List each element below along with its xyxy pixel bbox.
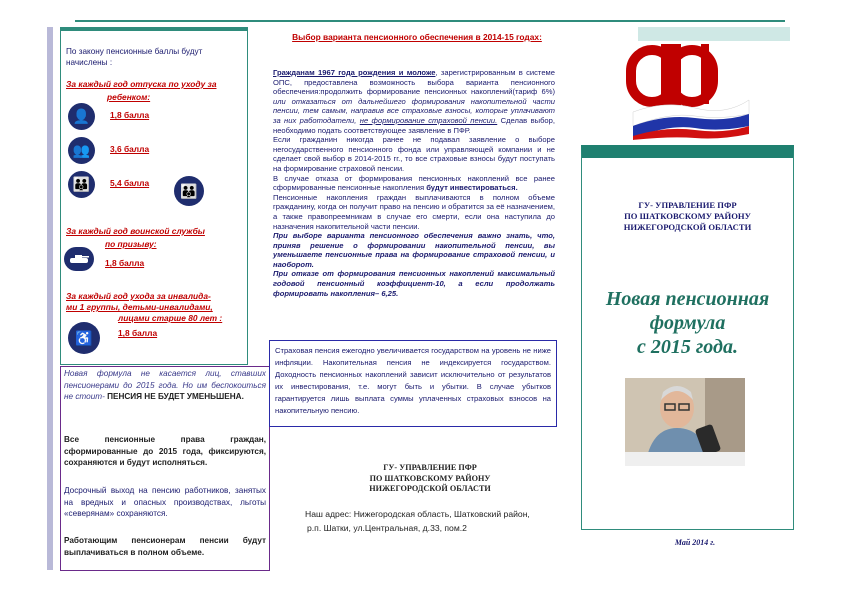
insurance-pension-box: Страховая пенсия ежегодно увеличивается государством на уровень не ниже инфляции. Накопительная пенсия не индексируется государством. Доходность пенсионных накоплений зависит исключительно от результатов их инвестирования, т.е. могут быть и убытки. В случае убытков гарантируется лишь выплата суммы уплаченных страховых взносов на накопительную пенсию. <box>269 340 557 427</box>
note-paragraph-1-bold: ПЕНСИЯ НЕ БУДЕТ УМЕНЬШЕНА. <box>107 392 244 401</box>
military-heading-line2: по призыву: <box>105 239 157 249</box>
choice-paragraph-4: Пенсионные накопления граждан выплачиваются в полном объеме гражданину, когда он получит право на пенсию и обратится за её назначением, а также правопреемникам в случае его смерти, если она наступила до назначения накопительной части пенсии. <box>273 192 555 231</box>
cover-office-line1: ГУ- УПРАВЛЕНИЕ ПФР <box>638 200 737 210</box>
office-address <box>305 507 580 535</box>
care-heading-line1: За каждый год ухода за инвалида- <box>66 291 211 301</box>
childcare-heading-line2: ребенком: <box>107 92 151 102</box>
childcare-heading-line1: За каждый год отпуска по уходу за <box>66 79 217 89</box>
points-three-children: 5,4 балла <box>110 178 150 188</box>
choice-p1-rest: , зарегистрированным в системе ОПС, предоставлена возможность выбора варианта пенсионного обеспечения:продолжить формирование пенсионных накоплений(тариф 6%) <box>273 68 555 97</box>
pensioner-photo <box>625 378 745 466</box>
choice-p1-italic-underlined: не формирование страховой пенсии. <box>359 115 498 125</box>
cover-office-name <box>585 200 790 233</box>
disability-care-icon: ♿ <box>68 322 100 354</box>
choice-paragraph-1 <box>273 68 555 135</box>
choice-text <box>273 68 555 298</box>
note-paragraph-1 <box>64 368 266 403</box>
care-heading-line2: ми 1 группы, детьми-инвалидами, <box>66 302 213 312</box>
office-name <box>330 463 530 495</box>
choice-paragraph-5: При выборе варианта пенсионного обеспечения важно знать, что, приняв решение о формировании накопительной пенсии, вы уменьшаете пенсионные права на формирование страховой пенсии, и наоборот. <box>273 231 555 269</box>
cover-title-line3: с 2015 года. <box>637 336 738 358</box>
cover-office-line2: ПО ШАТКОВСКОМУ РАЙОНУ <box>624 211 751 221</box>
points-military: 1,8 балла <box>105 258 145 268</box>
top-right-band <box>638 27 790 41</box>
one-child-icon: 👤 <box>68 103 95 130</box>
choice-paragraph-3 <box>273 174 555 193</box>
points-one-child: 1,8 балла <box>110 110 150 120</box>
address-line1: Наш адрес: Нижегородская область, Шатковский район, <box>305 509 530 519</box>
address-line2: р.п. Шатки, ул.Центральная, д.33, пом.2 <box>307 523 467 533</box>
office-name-line1: ГУ- УПРАВЛЕНИЕ ПФР <box>383 463 477 472</box>
cover-title <box>585 287 790 359</box>
birth-year-lead: Гражданам 1967 года рождения и моложе <box>273 68 436 77</box>
issue-date: Май 2014 г. <box>674 538 716 547</box>
note-paragraph-4: Работающим пенсионерам пенсии будут выплачиваться в полном объеме. <box>64 536 266 557</box>
two-children-icon: 👥 <box>68 137 95 164</box>
three-children-icon: 👪 <box>68 171 95 198</box>
left-accent-bar <box>47 27 53 570</box>
choice-p3-a: В случае отказа от формирования пенсионных накоплений все ранее сформированные пенсионные накопления <box>273 173 555 193</box>
note-paragraph-3: Досрочный выход на пенсию работников, занятых на вредных и опасных производствах, льготы «северянам» сохраняются. <box>64 486 266 518</box>
choice-p3-b: будут инвестироваться. <box>426 183 518 193</box>
cover-title-line1: Новая пенсионная <box>605 288 770 310</box>
top-divider <box>75 20 785 22</box>
cover-office-line3: НИЖЕГОРОДСКОЙ ОБЛАСТИ <box>623 222 752 232</box>
office-name-line2: ПО ШАТКОВСКОМУ РАЙОНУ <box>369 473 491 483</box>
choice-p1-end: Сделав выбор, необходимо подать соответствующее заявление в ПФР. <box>273 115 555 135</box>
points-care: 1,8 балла <box>118 328 158 338</box>
family-icon: 👪 <box>174 176 204 206</box>
choice-paragraph-2: Если гражданин никогда ранее не подавал заявление о выборе негосударственного пенсионного фонда или управляющей компании и не сделает свой выбор в 2014-2015 гг., то все страховые взносы будут поступать на формирование страховой пенсии. <box>273 135 555 173</box>
choice-paragraph-6: При отказе от формирования пенсионных накоплений максимальный годовой пенсионный коэффициент-10, а если продолжать формировать накопления– 6,25. <box>273 269 555 298</box>
tank-icon <box>64 247 94 271</box>
choice-title: Выбор варианта пенсионного обеспечения в 2014-15 годах: <box>292 32 542 42</box>
note-paragraph-2: Все пенсионные права граждан, сформированные до 2015 года, фиксируются, сохраняются и будут исполняться. <box>64 435 266 467</box>
note-paragraph-1-italic: Новая формула не касается лиц, ставших пенсионерами до 2015 года. Но им беспокоиться не стоит- <box>64 369 266 401</box>
points-intro: По закону пенсионные баллы будут начислены : <box>66 47 203 67</box>
points-two-children: 3,6 балла <box>110 144 150 154</box>
cover-title-line2: формула <box>649 312 726 334</box>
care-heading-line3: лицами старше 80 лет : <box>118 313 223 323</box>
military-heading-line1: За каждый год воинской службы <box>66 226 205 236</box>
pfr-logo <box>625 42 753 140</box>
choice-p1-italic: или отказаться от дальнейшего формирования накопительной части пенсии, тем самым, направив все страховые взносы, которые уплачивают за них работодатели, <box>273 96 555 125</box>
office-name-line3: НИЖЕГОРОДСКОЙ ОБЛАСТИ <box>369 484 491 493</box>
